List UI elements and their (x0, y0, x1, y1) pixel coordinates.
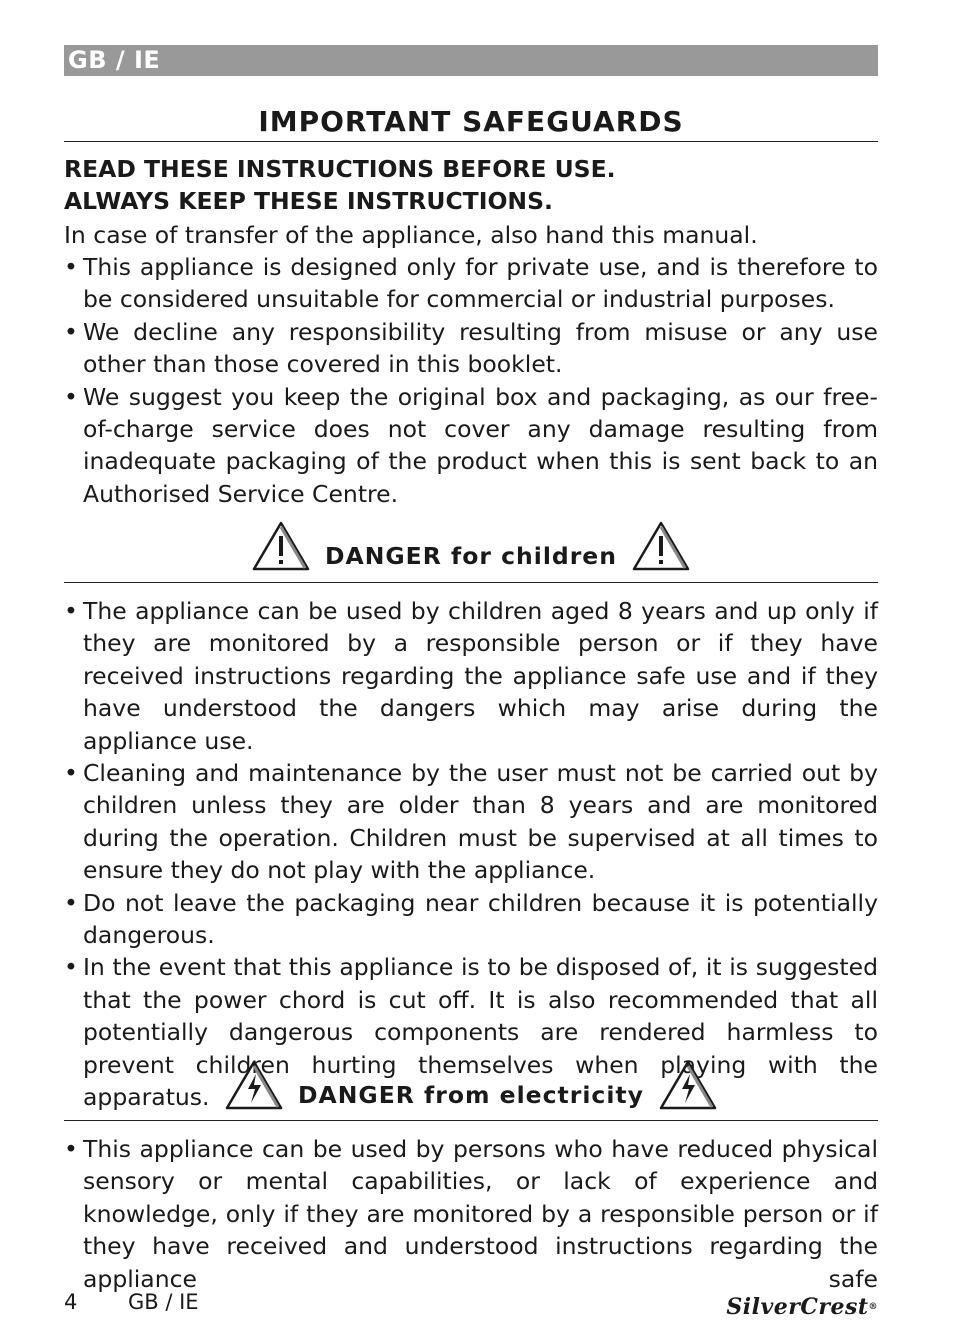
read-instructions-heading: READ THESE INSTRUCTIONS BEFORE USE. (64, 155, 616, 183)
bullet-dot: • (64, 317, 78, 346)
transfer-note: In case of transfer of the appliance, also hand this manual. (64, 221, 758, 249)
list-item: • The appliance can be used by children aged 8 years and up only if they are monitored by a responsible person or if they have received instructions regarding the appliance safe use and if they have understood the dangers which may arise during the appliance use. (64, 597, 878, 755)
exclamation-warning-icon (631, 520, 691, 572)
general-bullet-list (64, 251, 878, 510)
title-rule (64, 141, 878, 142)
electricity-section-rule (64, 1120, 878, 1121)
electric-warning-icon (224, 1059, 284, 1111)
children-section-rule (64, 582, 878, 583)
brand-logo (726, 1294, 878, 1320)
list-item: • We decline any responsibility resulting from misuse or any use other than those covered in this booklet. (64, 317, 878, 379)
bullet-dot: • (64, 888, 78, 917)
list-item: • This appliance can be used by persons who have reduced physical sensory or mental capabilities, or lack of experience and knowledge, only if they are monitored by a responsible person or if they have received and understood instructions regarding the appliance safe (64, 1135, 878, 1293)
electricity-heading-label: DANGER from electricity (298, 1081, 644, 1109)
brand-name: SilverCrest (726, 1294, 869, 1320)
bullet-dot: • (64, 597, 78, 625)
children-heading-label: DANGER for children (325, 542, 617, 570)
bullet-dot: • (64, 953, 78, 982)
page-title: IMPORTANT SAFEGUARDS (258, 105, 684, 138)
children-bullet-list (64, 595, 878, 1114)
exclamation-warning-icon (251, 520, 311, 572)
list-item: • We suggest you keep the original box and packaging, as our free-of-charge service does not cover any damage resulting from inadequate packaging of the product when this is sent back to an Authorised Service Centre. (64, 382, 878, 508)
bullet-dot: • (64, 1135, 78, 1163)
children-section-heading (64, 520, 878, 572)
list-item: • In the event that this appliance is to be disposed of, it is suggested that the power chord is cut off. It is also recommended that all potentially dangerous components are rendered harmless to prevent children hurting themselves when playing with the apparatus. (64, 953, 878, 1112)
electric-warning-icon (658, 1059, 718, 1111)
electricity-section-heading (64, 1059, 878, 1111)
page-number: 4 (64, 1290, 78, 1314)
list-item: • Cleaning and maintenance by the user must not be carried out by children unless they are older than 8 years and are monitored during the operation. Children must be supervised at all times to ensure they do not play with the appliance. (64, 759, 878, 885)
footer-language-label: GB / IE (128, 1290, 199, 1314)
list-item: • This appliance is designed only for private use, and is therefore to be considered unsuitable for commercial or industrial purposes. (64, 253, 878, 314)
list-item: • Do not leave the packaging near children because it is potentially dangerous. (64, 888, 878, 950)
bullet-dot: • (64, 253, 78, 281)
registered-mark: ® (868, 1302, 878, 1312)
electricity-bullet-list (64, 1133, 878, 1295)
language-header-bar: GB / IE (64, 45, 878, 76)
bullet-dot: • (64, 759, 78, 788)
bullet-dot: • (64, 382, 78, 411)
keep-instructions-heading: ALWAYS KEEP THESE INSTRUCTIONS. (64, 187, 553, 215)
